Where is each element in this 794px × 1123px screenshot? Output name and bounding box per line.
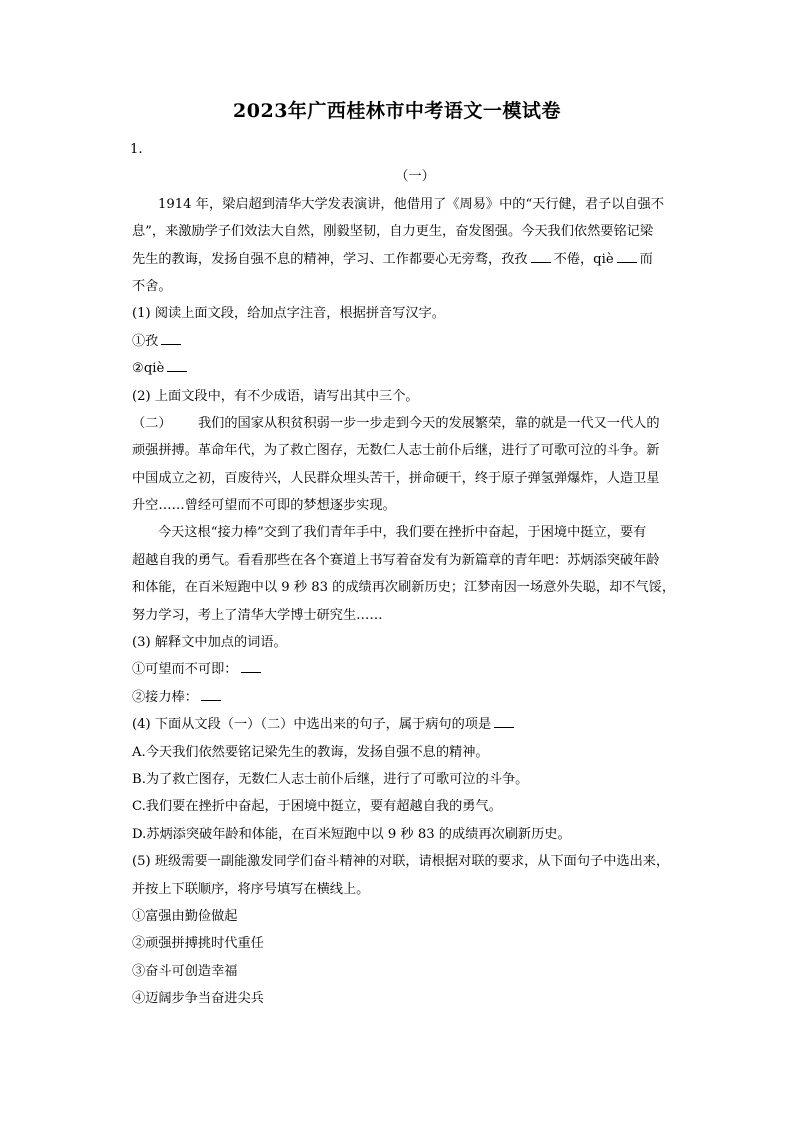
passage2-line: 顽强拼搏。革命年代，为了救亡图存，无数仁人志士前仆后继，进行了可歌可泣的斗争。新 [132,443,660,459]
question-prompt: 并按上下联顺序，将序号填写在横线上。 [132,881,370,897]
answer-blank[interactable] [241,661,261,673]
question-prompt: (3) 解释文中加点的词语。 [132,635,287,651]
answer-label: ②接力棒： [132,689,198,705]
option-d: D.苏炳添突破年龄和体能，在百米短跑中以 9 秒 83 的成绩再次刷新历史。 [132,826,571,842]
section-heading-1: （一） [395,169,435,185]
option-c: C.我们要在挫折中奋起，于困境中挺立，要有超越自我的勇气。 [132,799,502,815]
answer-item [132,328,698,355]
question-text: (4) 下面从文段（一）（二）中选出来的句子，属于病句的项是 [132,717,492,733]
passage2-line: 今天这根“接力棒”交到了我们青年手中，我们要在挫折中奋起，于困境中挺立，要有 [158,525,647,541]
answer-label: ②qiè [132,361,165,377]
passage1-text: 而 [639,251,653,267]
question-number: 1. [130,142,143,157]
answer-blank[interactable] [201,689,221,701]
passage1-line: 不舍。 [132,278,172,294]
couplet-option: ①富强由勤俭做起 [132,908,238,924]
answer-label: ①孜 [132,333,159,349]
passage1-line [132,246,698,273]
answer-blank[interactable] [617,251,637,263]
passage1-line: 息”，来激励学子们效法大自然，刚毅坚韧，自力更生，奋发图强。今天我们依然要铭记梁 [132,224,654,240]
question-prompt [132,711,698,738]
couplet-option: ③奋斗可创造幸福 [132,963,238,979]
passage2-line [132,410,698,437]
answer-blank[interactable] [167,360,187,372]
section-heading-2: （二） [132,415,172,431]
passage2-line: 中国成立之初，百废待兴，人民群众埋头苦干，拼命硬干，终于原子弹氢弹爆炸，人造卫星 [132,470,660,486]
passage2-line: 升空……曾经可望而不可即的梦想逐步实现。 [132,498,396,514]
answer-item [132,684,698,711]
question-prompt: (1) 阅读上面文段，给加点字注音，根据拼音写汉字。 [132,306,445,322]
answer-item [132,355,698,382]
answer-label: ①可望而不可即： [132,662,238,678]
option-a: A.今天我们依然要铭记梁先生的教诲，发扬自强不息的精神。 [132,744,489,760]
answer-blank[interactable] [494,716,514,728]
couplet-option: ④迈阔步争当奋进尖兵 [132,991,264,1007]
passage1-text: 不倦，qiè [553,251,614,267]
passage1-line: 1914 年，梁启超到清华大学发表演讲，他借用了《周易》中的“天行健，君子以自强不 [158,196,665,212]
passage2-line: 超越自我的勇气。看看那些在各个赛道上书写着奋发有为新篇章的青年吧：苏炳添突破年龄 [132,552,660,568]
option-b: B.为了救亡图存，无数仁人志士前仆后继，进行了可歌可泣的斗争。 [132,771,529,787]
question-prompt: (5) 班级需要一副能激发同学们奋斗精神的对联，请根据对联的要求，从下面句子中选出来， [132,854,670,870]
answer-item [132,656,698,683]
question-prompt: (2) 上面文段中，有不少成语，请写出其中三个。 [132,388,419,404]
passage2-line: 和体能，在百米短跑中以 9 秒 83 的成绩再次刷新历史；江梦南因一场意外失聪，却不气馁， [132,580,676,596]
passage2-line: 努力学习，考上了清华大学博士研究生…… [132,607,383,623]
answer-blank[interactable] [161,333,181,345]
exam-content [132,136,698,1013]
couplet-option: ②顽强拼搏挑时代重任 [132,936,264,952]
answer-blank[interactable] [531,251,551,263]
passage2-text: 我们的国家从积贫积弱一步一步走到今天的发展繁荣，靠的就是一代又一代人的 [198,415,660,431]
passage1-text: 先生的教诲，发扬自强不息的精神，学习、工作都要心无旁骛，孜孜 [132,251,528,267]
page-title: 2023年广西桂林市中考语文一模试卷 [233,100,561,122]
